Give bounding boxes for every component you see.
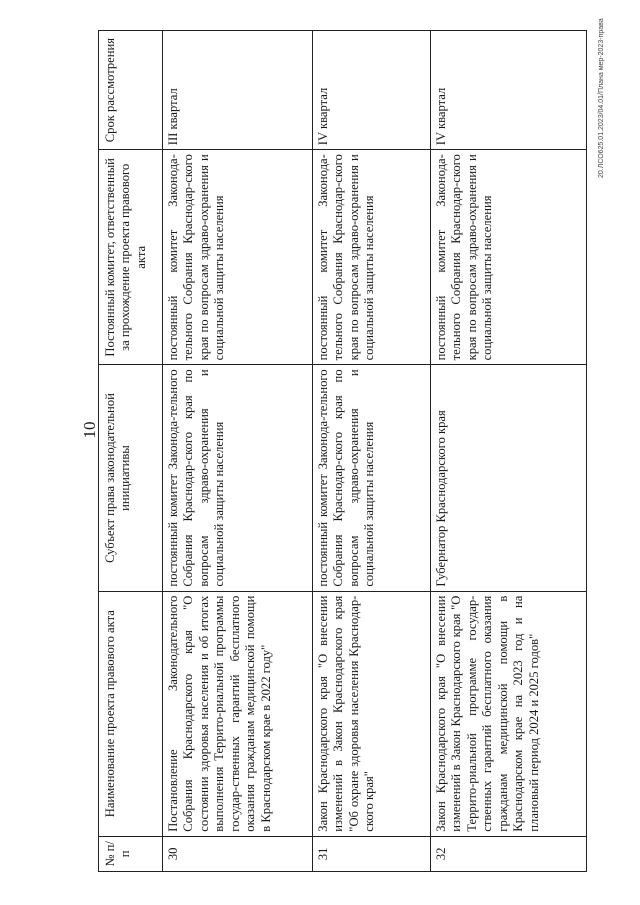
row-subject: постоянный комитет Законода-тельного Собрания Краснодар-ского края по вопросам здраво-охранения и социальной защиты населения bbox=[163, 365, 313, 591]
header-term: Срок рассмотрения bbox=[99, 31, 163, 150]
row-num: 30 bbox=[163, 836, 313, 871]
header-committee: Постоянный комитет, ответственный за прохождение проекта правового акта bbox=[99, 150, 163, 365]
row-term: IV квартал bbox=[313, 31, 431, 150]
row-subject: постоянный комитет Законода-тельного Собрания Краснодар-ского края по вопросам здраво-охранения и социальной защиты населения bbox=[313, 365, 431, 591]
row-committee: постоянный комитет Законода-тельного Собрания Краснодар-ского края по вопросам здраво-охранения и социальной защиты населения bbox=[163, 150, 313, 365]
header-name: Наименование проекта правового акта bbox=[99, 591, 163, 836]
row-committee: постоянный комитет Законода-тельного Собрания Краснодар-ского края по вопросам здраво-охранения и социальной защиты населения bbox=[431, 150, 587, 365]
row-term: IV квартал bbox=[431, 31, 587, 150]
rotated-table-container bbox=[98, 30, 586, 872]
legislative-plan-table bbox=[98, 30, 587, 872]
row-act-name: Закон Краснодарского края "О внесении изменений в Закон Краснодарского края "Об охране здоровья населения Краснодар-ского края" bbox=[313, 591, 431, 836]
row-act-name: Постановление Законодательного Собрания Краснодарского края "О состоянии здоровья населения и об итогах выполнения Террито-риальной программы государ-ственных гарантий бесплатного оказания гражданам медицинской помощи в Краснодарском крае в 2022 году" bbox=[163, 591, 313, 836]
header-subject: Субъект права законодательной инициативы bbox=[99, 365, 163, 591]
row-num: 31 bbox=[313, 836, 431, 871]
row-num: 32 bbox=[431, 836, 587, 871]
page-number: 10 bbox=[80, 421, 99, 439]
table-header-row bbox=[99, 31, 163, 872]
table-row bbox=[313, 31, 431, 872]
row-act-name: Закон Краснодарского края "О внесении изменений в Закон Краснодарского края "О Террито-риальной программе государ-ственных гарантий бесплатного оказания гражданам медицинской помощи в Краснодарском крае на 2023 год и на плановый период 2024 и 2025 годов" bbox=[431, 591, 587, 836]
row-term: III квартал bbox=[163, 31, 313, 150]
table-row bbox=[163, 31, 313, 872]
table-row bbox=[431, 31, 587, 872]
row-committee: постоянный комитет Законода-тельного Собрания Краснодар-ского края по вопросам здраво-охранения и социальной защиты населения bbox=[313, 150, 431, 365]
document-footer-code: 20.ЛСО625.01.2023/04.01/Плана мер-2023-права bbox=[598, 18, 605, 178]
row-subject: Губернатор Краснодарского края bbox=[431, 365, 587, 591]
header-num: № п/п bbox=[99, 836, 163, 871]
